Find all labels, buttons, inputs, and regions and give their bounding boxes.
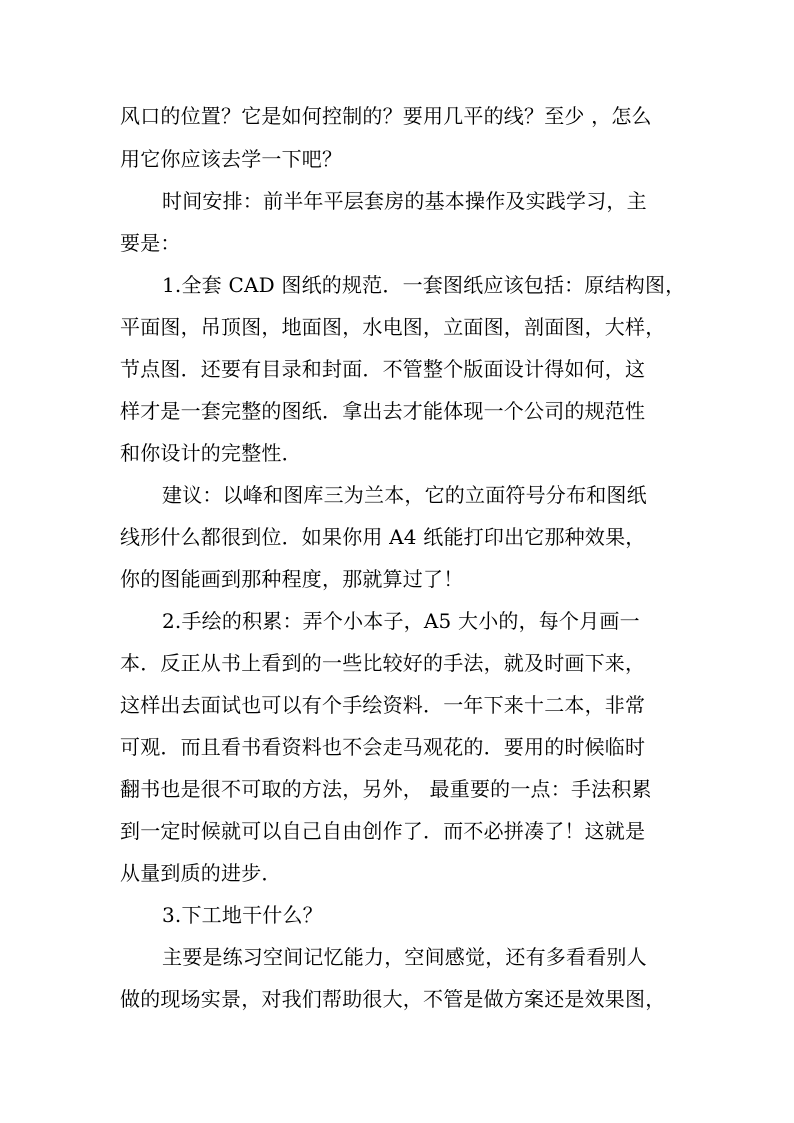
text-line: 样才是一套完整的图纸．拿出去才能体现一个公司的规范性 bbox=[120, 399, 646, 423]
section-heading-line: 3.下工地干什么？ bbox=[162, 903, 323, 927]
text-line: 风口的位置？它是如何控制的？要用几平的线？至少 ，怎么 bbox=[120, 104, 652, 128]
text-line: 从量到质的进步． bbox=[120, 861, 282, 885]
text-line: 平面图，吊顶图，地面图，水电图，立面图，剖面图，大样， bbox=[120, 315, 666, 339]
text-line: 线形什么都很到位．如果你用 A4 纸能打印出它那种效果， bbox=[120, 525, 646, 549]
text-line: 节点图．还要有目录和封面．不管整个版面设计得如何，这 bbox=[120, 357, 646, 381]
text-line: 翻书也是很不可取的方法，另外， 最重要的一点：手法积累 bbox=[120, 777, 652, 801]
text-line: 用它你应该去学一下吧？ bbox=[120, 147, 343, 171]
text-line: 到一定时候就可以自己自由创作了．而不必拼凑了！这就是 bbox=[120, 819, 646, 843]
paragraph-start-line: 主要是练习空间记忆能力，空间感觉，还有多看看别人 bbox=[162, 945, 647, 969]
text-line: 和你设计的完整性． bbox=[120, 441, 302, 465]
text-line: 要是： bbox=[120, 231, 181, 255]
text-line: 本．反正从书上看到的一些比较好的手法，就及时画下来， bbox=[120, 651, 646, 675]
text-line: 这样出去面试也可以有个手绘资料．一年下来十二本，非常 bbox=[120, 693, 646, 717]
text-line: 你的图能画到那种程度，那就算过了！ bbox=[120, 567, 464, 591]
paragraph-start-line: 时间安排：前半年平层套房的基本操作及实践学习，主 bbox=[162, 189, 647, 213]
paragraph-start-line: 建议：以峰和图库三为兰本，它的立面符号分布和图纸 bbox=[162, 483, 647, 507]
paragraph-start-line: 2.手绘的积累：弄个小本子，A5 大小的，每个月画一 bbox=[162, 609, 640, 633]
text-line: 做的现场实景，对我们帮助很大，不管是做方案还是效果图， bbox=[120, 987, 666, 1011]
paragraph-start-line: 1.全套 CAD 图纸的规范．一套图纸应该包括：原结构图， bbox=[162, 273, 686, 297]
text-line: 可观．而且看书看资料也不会走马观花的．要用的时候临时 bbox=[120, 735, 646, 759]
